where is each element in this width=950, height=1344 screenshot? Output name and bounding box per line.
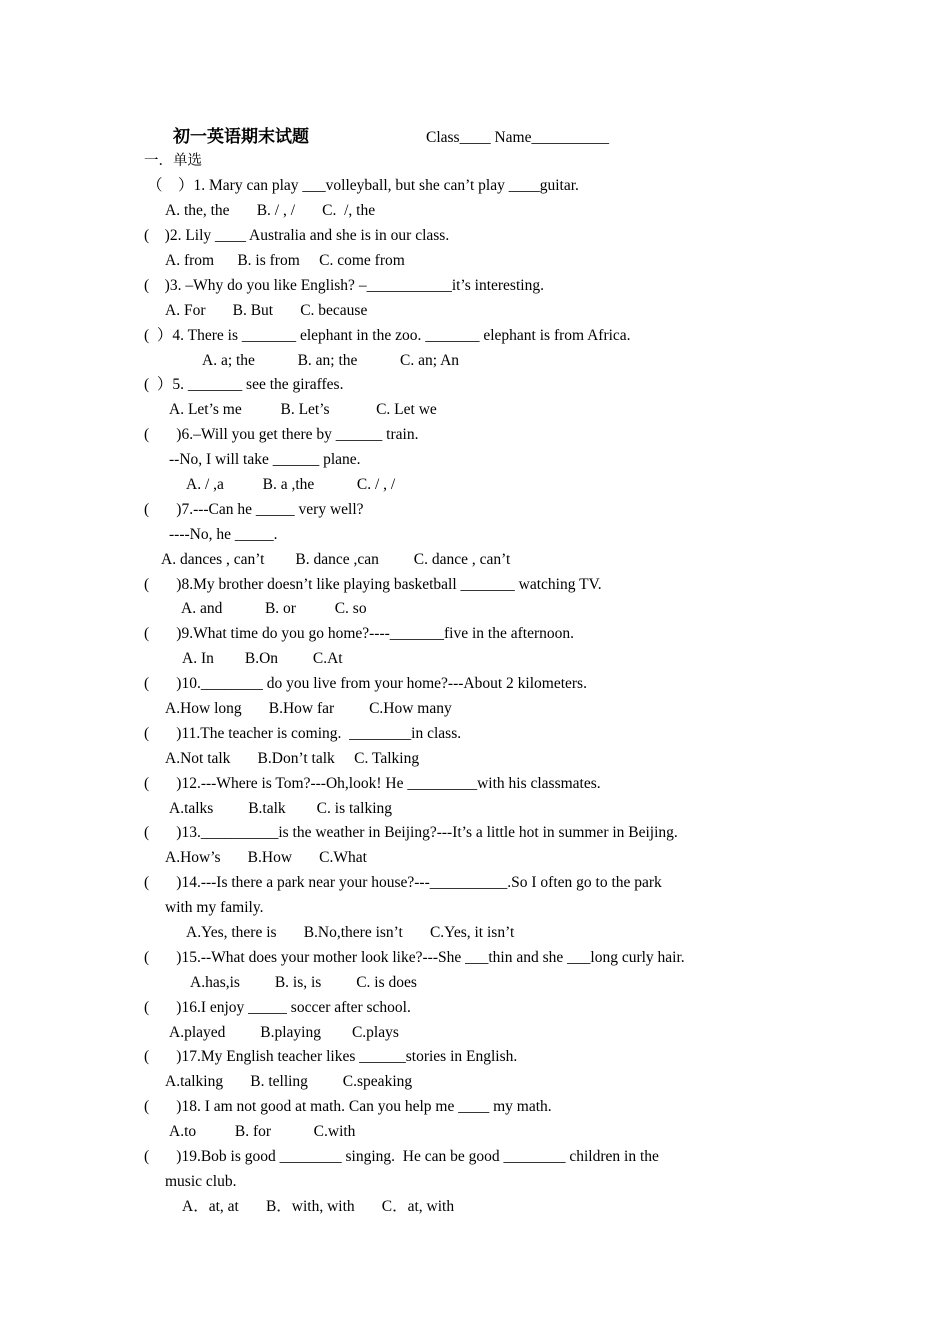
options-line: A. a; the B. an; the C. an; An	[202, 352, 460, 369]
options-line: A. the, the B. / , / C. /, the	[165, 202, 376, 219]
options-line: A. / ,a B. a ,the C. / , /	[186, 476, 396, 493]
question-line: ( )10.________ do you live from your home?---About 2 kilometers.	[144, 675, 587, 692]
question-line: ( )9.What time do you go home?----_______five in the afternoon.	[144, 625, 575, 642]
question-line: --No, I will take ______ plane.	[169, 451, 361, 468]
question-line: ( )16.I enjoy _____ soccer after school.	[144, 999, 411, 1016]
exam-title: 初一英语期末试题	[173, 127, 309, 147]
question-line: ( ）4. There is _______ elephant in the zoo. _______ elephant is from Africa.	[144, 327, 631, 344]
options-line: A.to B. for C.with	[169, 1123, 356, 1140]
question-line: ( )8.My brother doesn’t like playing basketball _______ watching TV.	[144, 576, 602, 593]
options-line: A. dances , can’t B. dance ,can C. dance , can’t	[161, 551, 511, 568]
question-line: ( )3. –Why do you like English? –___________it’s interesting.	[144, 277, 544, 294]
options-line: A.How’s B.How C.What	[165, 849, 367, 866]
question-line: music club.	[165, 1173, 237, 1190]
options-line: A. Let’s me B. Let’s C. Let we	[169, 401, 437, 418]
question-line: ( )2. Lily ____ Australia and she is in our class.	[144, 227, 450, 244]
question-line: ( )14.---Is there a park near your house?---__________.So I often go to the park	[144, 874, 662, 891]
options-line: A.played B.playing C.plays	[169, 1024, 399, 1041]
question-line: ( )18. I am not good at math. Can you help me ____ my math.	[144, 1098, 552, 1115]
options-line: A.Yes, there is B.No,there isn’t C.Yes, it isn’t	[186, 924, 515, 941]
options-line: A. and B. or C. so	[181, 600, 367, 617]
options-line: A. For B. But C. because	[165, 302, 368, 319]
class-name-field: Class____ Name__________	[426, 129, 609, 146]
options-line: A.Not talk B.Don’t talk C. Talking	[165, 750, 420, 767]
question-line: ( )19.Bob is good ________ singing. He can be good ________ children in the	[144, 1148, 659, 1165]
options-line: A.has,is B. is, is C. is does	[190, 974, 417, 991]
options-line: A. In B.On C.At	[182, 650, 343, 667]
options-line: A.talks B.talk C. is talking	[169, 800, 393, 817]
question-line: ( )17.My English teacher likes ______stories in English.	[144, 1048, 518, 1065]
section-heading: 一．单选	[144, 153, 202, 169]
question-line: ( )15.--What does your mother look like?---She ___thin and she ___long curly hair.	[144, 949, 685, 966]
question-line: （ ）1. Mary can play ___volleyball, but she can’t play ____guitar.	[147, 177, 579, 194]
question-line: ( ）5. _______ see the giraffes.	[144, 376, 344, 393]
question-line: ( )7.---Can he _____ very well?	[144, 501, 364, 518]
question-line: with my family.	[165, 899, 264, 916]
question-line: ( )6.–Will you get there by ______ train.	[144, 426, 419, 443]
options-line: A.talking B. telling C.speaking	[165, 1073, 413, 1090]
question-line: ( )13.__________is the weather in Beijing?---It’s a little hot in summer in Beijing.	[144, 824, 678, 841]
question-line: ( )12.---Where is Tom?---Oh,look! He _________with his classmates.	[144, 775, 601, 792]
options-line: A．at, at B．with, with C．at, with	[182, 1198, 455, 1215]
options-line: A. from B. is from C. come from	[165, 252, 405, 269]
question-line: ----No, he _____.	[169, 526, 278, 543]
question-line: ( )11.The teacher is coming. ________in class.	[144, 725, 462, 742]
options-line: A.How long B.How far C.How many	[165, 700, 452, 717]
